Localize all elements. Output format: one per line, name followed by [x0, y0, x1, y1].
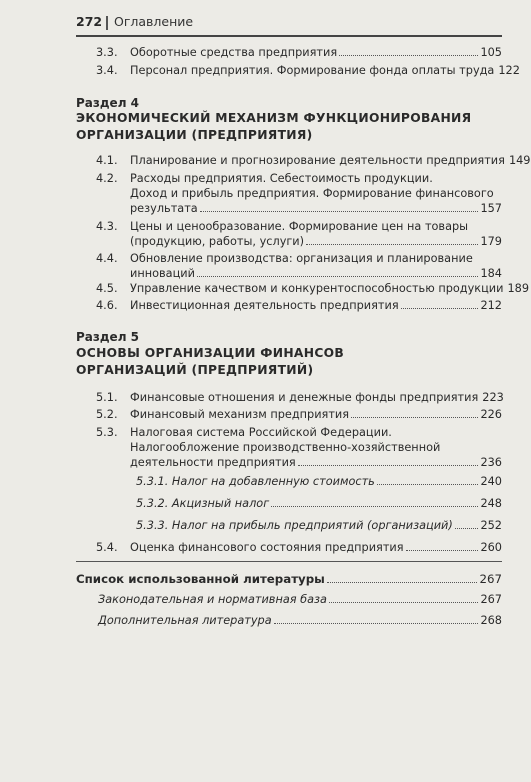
- entry-page: 179: [480, 235, 502, 248]
- entry-number: 4.6.: [96, 299, 118, 312]
- entry-page: 149: [508, 154, 531, 167]
- entry-page: 212: [480, 299, 502, 312]
- entry-number: 4.2.: [96, 172, 118, 185]
- entry-page: 105: [480, 46, 502, 59]
- page-header: [76, 14, 502, 34]
- entry-page: 157: [480, 202, 502, 215]
- page-number: 272: [76, 14, 103, 29]
- toc-subentry-5-3-1: 5.3.1. Налог на добавленную стоимость 240: [136, 475, 502, 488]
- entry-number: 4.1.: [96, 154, 118, 167]
- entry-title: Управление качеством и конкурентоспособностью продукции: [130, 282, 504, 295]
- entry-page: 122: [498, 64, 520, 77]
- toc-literature: Список использованной литературы 267: [76, 572, 502, 586]
- entry-title: Персонал предприятия. Формирование фонда оплаты труда: [130, 64, 495, 77]
- section-title: ОСНОВЫ ОРГАНИЗАЦИИ ФИНАНСОВ ОРГАНИЗАЦИЙ (ПРЕДПРИЯТИЙ): [76, 346, 345, 377]
- section-title: ЭКОНОМИЧЕСКИЙ МЕХАНИЗМ ФУНКЦИОНИРОВАНИЯ ОРГАНИЗАЦИИ (ПРЕДПРИЯТИЯ): [76, 111, 472, 142]
- entry-page: 223: [482, 391, 504, 404]
- toc-literature-item: Дополнительная литература 268: [98, 614, 502, 627]
- entry-number: 4.4.: [96, 252, 118, 265]
- entry-title: инноваций: [130, 267, 195, 280]
- entry-title: (продукцию, работы, услуги): [130, 235, 305, 248]
- entry-number: 4.3.: [96, 220, 118, 233]
- entry-number: 4.5.: [96, 282, 118, 295]
- entry-title: Инвестиционная деятельность предприятия: [130, 299, 399, 312]
- entry-number: 5.1.: [96, 391, 118, 404]
- entry-number: 3.4.: [96, 64, 118, 77]
- entry-number: 5.2.: [96, 408, 118, 421]
- entry-title: деятельности предприятия: [130, 456, 296, 469]
- header-divider: [106, 16, 108, 30]
- entry-page: 189: [507, 282, 530, 295]
- entry-title: Оборотные средства предприятия: [130, 46, 338, 59]
- header-title: Оглавление: [114, 14, 194, 29]
- entry-number: 5.3.: [96, 426, 118, 439]
- entry-page: 184: [480, 267, 502, 280]
- section-label: Раздел 5: [76, 330, 140, 344]
- header-rule: [76, 35, 502, 37]
- entry-page: 260: [480, 541, 502, 554]
- entry-title: Финансовые отношения и денежные фонды предприятия: [130, 391, 479, 404]
- entry-number: 3.3.: [96, 46, 118, 59]
- toc-subentry-5-3-2: 5.3.2. Акцизный налог 248: [136, 497, 502, 510]
- entry-page: 236: [480, 456, 502, 469]
- section-label: Раздел 4: [76, 96, 140, 110]
- entry-title: Финансовый механизм предприятия: [130, 408, 350, 421]
- toc-literature-item: Законодательная и нормативная база 267: [98, 593, 502, 606]
- entry-page: 226: [480, 408, 502, 421]
- entry-title: Оценка финансового состояния предприятия: [130, 541, 404, 554]
- entry-title: результата: [130, 202, 198, 215]
- entry-number: 5.4.: [96, 541, 118, 554]
- entry-title: Планирование и прогнозирование деятельности предприятия: [130, 154, 505, 167]
- section-divider: [76, 561, 502, 562]
- toc-subentry-5-3-3: 5.3.3. Налог на прибыль предприятий (организаций) 252: [136, 519, 502, 532]
- book-page: 272 Оглавление 3.3. Оборотные средства предприятия 105 3.4. Персонал предприятия. Формирование фонда оплаты труда 122 Раздел 4 ЭКОНОМИЧЕСКИЙ МЕХАНИЗМ ФУНКЦИОНИРОВАНИЯ ОРГАНИЗАЦИИ (ПРЕДПРИЯТИЯ) 4.1. Планирование и прогнозирование деятельности предприятия 149 4.2. Расходы предприятия. Себестоимость продукции. Доход и прибыль предприятия. Формирование финансового результата 157 4.3. Цены и ценообразование. Формирование цен на товары (продукцию, работы, услуги) 179 4.4. Обновление производства: организация и планирование инноваций 184 4.5. Управление качеством и конкурентоспособностью продукции 189 4.6. Инвестиционная деятельность предприятия 212 Раздел 5 ОСНОВЫ ОРГАНИЗАЦИИ ФИНАНСОВ ОРГАНИЗАЦИЙ (ПРЕДПРИЯТИЙ) 5.1. Финансовые отношения и денежные фонды предприятия 223 5.2. Финансовый механизм предприятия 226 5.3. Налоговая система Российской Федерации. Налогообложение производственно-хозяйственной деятельности предприятия 236 5.3.1. Налог на добавленную стоимость 240 5.3.2. Акцизный налог 248 5.3.3. Налог на прибыль предприятий (организаций) 252 5.4. Оценка финансового состояния предприятия 260 Список использованной литературы 267 Законодательная и нормативная база 267 Дополнительная литература 268: [76, 14, 531, 627]
